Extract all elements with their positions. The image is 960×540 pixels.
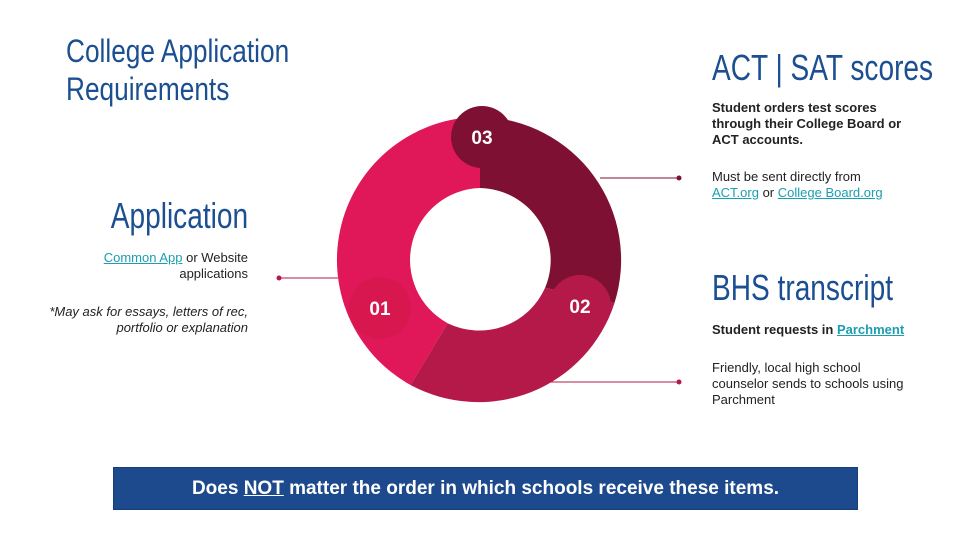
step-01-label: 01 (369, 299, 391, 320)
transcript-note-line-3: Parchment (712, 392, 775, 407)
application-heading: Application (110, 195, 248, 236)
scores-between: or (758, 185, 778, 200)
parchment-link[interactable]: Parchment (836, 322, 905, 337)
banner-prefix: Does (191, 477, 244, 499)
application-line-2: applications (179, 266, 248, 281)
title-line-1: College Application (66, 33, 290, 69)
step-03-label: 03 (471, 128, 493, 149)
scores-bold-line-3: ACT accounts. (712, 132, 804, 147)
scores-bold-line-1: Student orders test scores (712, 100, 877, 115)
step-02-label: 02 (569, 297, 591, 318)
transcript-bold-prefix: Student requests in (712, 322, 837, 337)
title-line-2: Requirements (66, 71, 230, 107)
application-note-line-2: portfolio or explanation (116, 320, 248, 335)
scores-heading: ACT | SAT scores (712, 47, 934, 88)
transcript-heading: BHS transcript (712, 267, 894, 308)
connector-scores (600, 176, 682, 181)
application-line-1-rest: or Website (182, 250, 248, 265)
application-note-line-1: *May ask for essays, letters of rec, (49, 304, 248, 319)
transcript-note-line-1: Friendly, local high school (712, 360, 861, 375)
transcript-note-line-2: counselor sends to schools using (712, 376, 904, 391)
scores-note-line-2 (712, 185, 883, 201)
scores-note-line-1: Must be sent directly from (712, 169, 861, 184)
act-org-link[interactable]: ACT.org (712, 185, 759, 200)
application-line-1 (104, 250, 248, 266)
connector-transcript (546, 380, 682, 385)
transcript-bold-line (712, 322, 904, 338)
banner-suffix: matter the order in which schools receive these items. (283, 477, 780, 499)
college-board-link[interactable]: College Board.org (777, 185, 883, 200)
connector-application (277, 276, 339, 281)
banner-emphasis: NOT (243, 477, 284, 499)
common-app-link[interactable]: Common App (103, 250, 183, 265)
scores-bold-line-2: through their College Board or (712, 116, 902, 131)
order-banner (113, 467, 858, 510)
